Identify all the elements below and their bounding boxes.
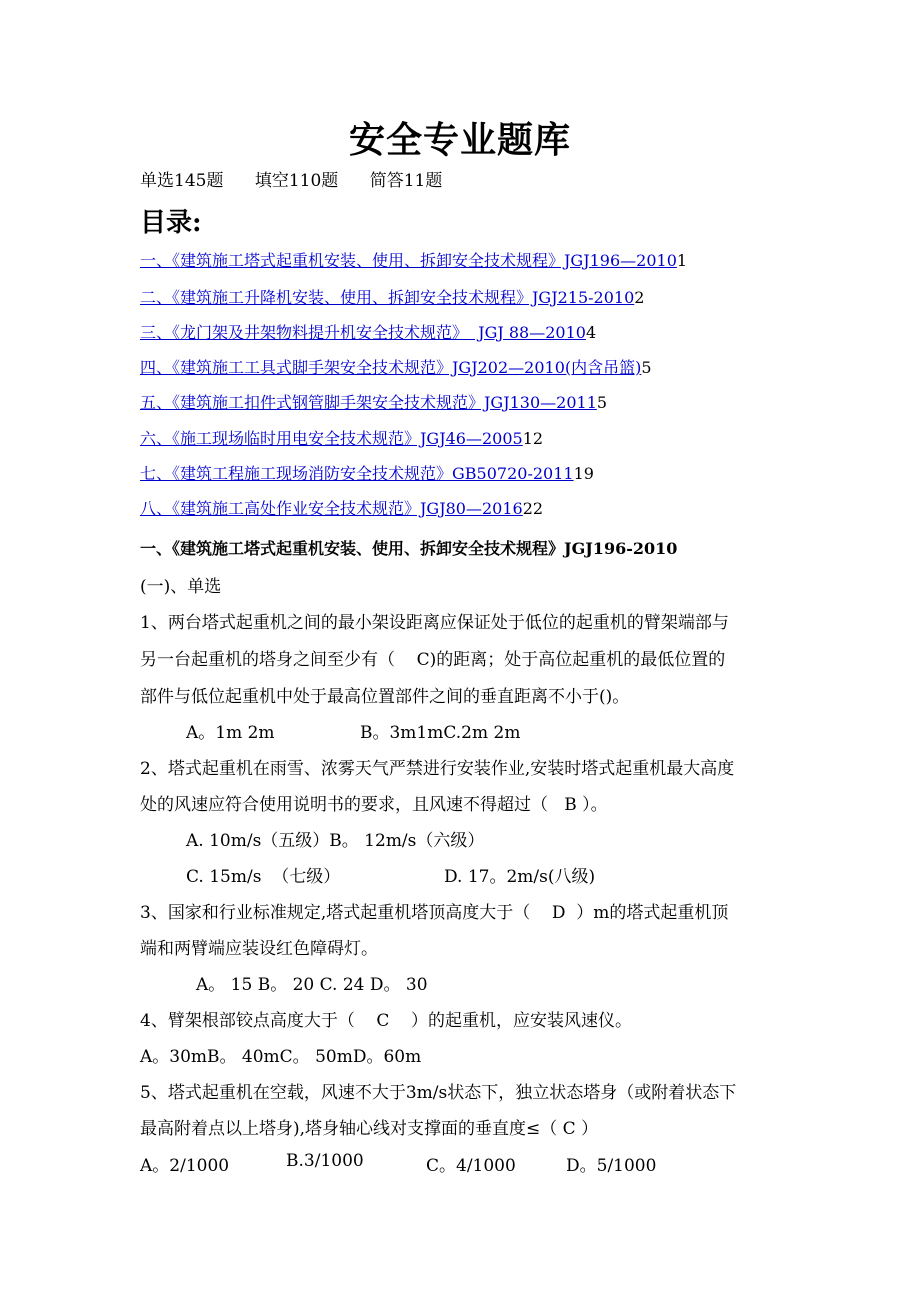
question-text: 最高附着点以上塔身),塔身轴心线对支撑面的垂直度≤（ C ） [140, 1119, 599, 1139]
question-text: 部件与低位起重机中处于最高位置部件之间的垂直距离不小于()。 [140, 687, 630, 707]
option-text: B。3m1mC.2m 2m [360, 723, 521, 743]
option-text: D。5/1000 [566, 1156, 657, 1176]
toc-link[interactable]: 六、《施工现场临时用电安全技术规范》JGJ46—2005 [140, 429, 523, 448]
toc-link[interactable]: 七、《建筑工程施工现场消防安全技术规范》GB50720-2011 [140, 464, 574, 483]
page-title: 安全专业题库 [348, 119, 571, 161]
question-text: 1、两台塔式起重机之间的最小架设距离应保证处于低位的起重机的臂架端部与 [140, 613, 729, 633]
single-choice-count: 单选145题 [140, 171, 224, 191]
toc-link[interactable]: 四、《建筑施工工具式脚手架安全技术规范》JGJ202—2010(内含吊篮) [140, 358, 642, 377]
question-text: 2、塔式起重机在雨雪、浓雾天气严禁进行安装作业,安装时塔式起重机最大高度 [140, 759, 735, 779]
question-text: 4、臂架根部铰点高度大于（ C ）的起重机，应安装风速仪。 [140, 1011, 633, 1031]
fill-blank-count: 填空110题 [254, 171, 339, 191]
option-text: A. 10m/s（五级）B。 12m/s（六级） [186, 831, 485, 851]
option-text: B.3/1000 [286, 1151, 364, 1171]
toc-heading: 目录: [140, 208, 202, 238]
toc-item[interactable] [140, 461, 594, 484]
toc-link[interactable]: 八、《建筑施工高处作业安全技术规范》JGJ80—2016 [140, 499, 523, 518]
toc-page-number: 19 [573, 464, 594, 483]
question-text: 另一台起重机的塔身之间至少有（ C)的距离；处于高位起重机的最低位置的 [140, 650, 726, 670]
question-text: 5、塔式起重机在空载，风速不大于3m/s状态下，独立状态塔身（或附着状态下 [140, 1083, 737, 1103]
toc-item[interactable] [140, 285, 644, 308]
short-answer-count: 简答11题 [369, 171, 443, 191]
option-text: C. 15m/s （七级） [186, 867, 341, 887]
toc-page-number: 4 [585, 323, 597, 342]
option-text: A。2/1000 [140, 1156, 230, 1176]
toc-link[interactable]: 二、《建筑施工升降机安装、使用、拆卸安全技术规程》JGJ215-2010 [140, 288, 635, 307]
toc-link[interactable]: 三、《龙门架及井架物料提升机安全技术规范》 JGJ 88—2010 [140, 323, 586, 342]
toc-item[interactable] [140, 390, 607, 413]
toc-link[interactable]: 五、《建筑施工扣件式钢管脚手架安全技术规范》JGJ130—2011 [140, 393, 597, 412]
toc-item[interactable] [140, 426, 543, 449]
toc-item[interactable] [140, 320, 596, 343]
toc-page-number: 5 [596, 393, 608, 412]
question-counts [140, 166, 468, 191]
option-text: D. 17。2m/s(八级) [444, 867, 596, 887]
toc-page-number: 5 [641, 358, 652, 377]
question-text: 端和两臂端应装设红色障碍灯。 [140, 939, 378, 959]
question-text: 处的风速应符合使用说明书的要求，且风速不得超过（ B ）。 [140, 795, 608, 815]
option-text: A。 15 B。 20 C. 24 D。 30 [196, 975, 428, 995]
option-text: A。1m 2m [186, 723, 275, 743]
question-text: 3、国家和行业标准规定,塔式起重机塔顶高度大于（ D ）m的塔式起重机顶 [140, 903, 729, 923]
toc-item[interactable] [140, 248, 687, 271]
toc-page-number: 2 [634, 288, 645, 307]
option-text: C。4/1000 [426, 1156, 516, 1176]
section-heading: 一、《建筑施工塔式起重机安装、使用、拆卸安全技术规程》JGJ196-2010 [140, 539, 678, 558]
option-text: A。30mB。 40mC。 50mD。60m [140, 1047, 422, 1067]
toc-page-number: 12 [522, 429, 544, 448]
subsection-heading: (一)、单选 [140, 577, 222, 597]
toc-item[interactable] [140, 355, 652, 378]
toc-page-number: 22 [522, 499, 544, 518]
toc-page-number: 1 [676, 251, 688, 270]
toc-link[interactable]: 一、《建筑施工塔式起重机安装、使用、拆卸安全技术规程》JGJ196—2010 [140, 251, 677, 270]
toc-item[interactable] [140, 496, 543, 519]
